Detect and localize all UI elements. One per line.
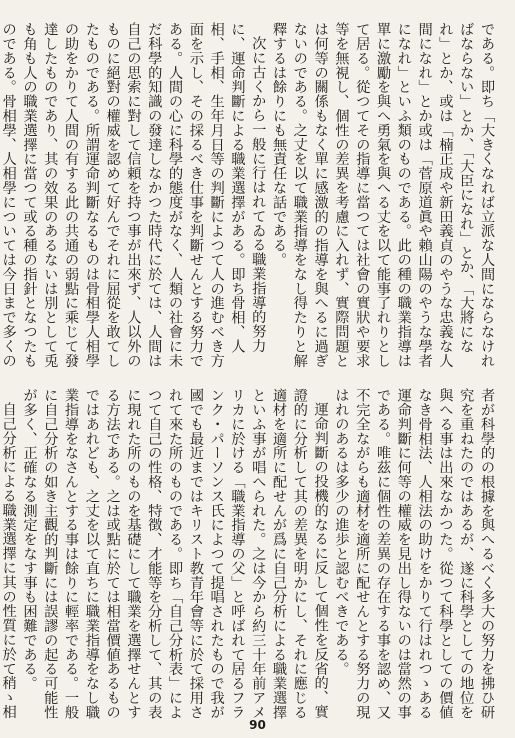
paragraph: 運命判斷の投機的なるに反して個性を反省的、實證的に分析して其の差異を明かにし、それに應じる適材を適所に配せんが爲に自己分析による職業選擇といふ事が唱へられた。之は今から約三十年前アメリカに於ける「職業指導の父」と呼ばれて居るフランク・パーソンス氏によつて提唱されたもので我が國でも最近まではキリスト教青年會等に於て採用されて來た所のものである。即ち「自己分析表」によつて自己の性格、特徴、才能等を分析して、其の表に現れた所のものを基礎にして職業を選擇せんとする方法である。之は或點に於ては相當價値あるものではあれども、之丈を以て直ちに職業指導をなし職業指導をなさんとする事は餘りに輕率である。一般に自己分析の如き主觀的判斷には誤謬の起る可能性が多く、正確なる測定をなす事も困難である。 <box>21 388 329 720</box>
paragraph: 者が科學的の根據を與へるべく多大の努力を拂ひ研究を重ねたのではあるが、遂に科學としての地位を與へる事は出來なかつた。從つて科學としての價値なき骨相法、人相法の助けをかりて行はれつゝある運命判斷に何等の權威を見出し得ないのは當然の事である。唯茲に個性の差異の存在する事を認め、又不完全ながらも適材を適所に配せんとする努力の現はれのあるは多少の進歩と認むべきである。 <box>333 388 495 720</box>
paragraph: 次に古くから一般に行はれてゐる職業指導的努力に、運命判斷による職業選擇がある。即ち骨相、人相、手相、生年月日等の判斷によつて人の進むべき方面を示し、その採るべき仕事を判斷せんとする努力である。人間の心に科學的態度がなく、人類の社會に未だ科學的知識の發達しなかつた時代に於ては、人間は自己の思索に對して信頼を持つ事が出來ず、人以外のものに絕對の權威を認めて好んでそれに屈從を敢てしたものである。所謂運命判斷なるものは骨相學人相學の助をかりて人間の有する此の共通の弱點に乘じて發達したものであり、其の效果のあるないは別として兎も角も人の職業選擇に當つて或る種の指針となつたものである。骨相學、人相學については今日まで多くの <box>0 22 267 368</box>
paragraph: 自己分析による職業選擇に其の性質に於て稍ゝ相 <box>0 402 17 720</box>
lower-text-block <box>0 388 497 720</box>
paragraph: である。即ち「大きくなれば立派な人間にならなければならない」とか、「大臣になれ」とか、「大將になれ」とか、或は「楠正成や新田義貞のやうな忠義な人間になれ」とか或は「菅原道眞や賴山陽のやうな學者になれ」といふ類のものである。此の種の職業指導は單に激勵を與へ勇氣を與へる丈を以て能事了れりとして居る。從つてその指導に當つては社會の實狀や要求等を無視し、個性の差異を考慮に入れず、實際問題とは何等の關係もなく單に感激的の指導を與へるに過ぎないのである。之丈を以て職業指導をなし得たりと解釋するは餘りにも無責任な話である。 <box>271 22 495 368</box>
page-number: 90 <box>249 718 266 732</box>
upper-text-block <box>0 22 497 370</box>
